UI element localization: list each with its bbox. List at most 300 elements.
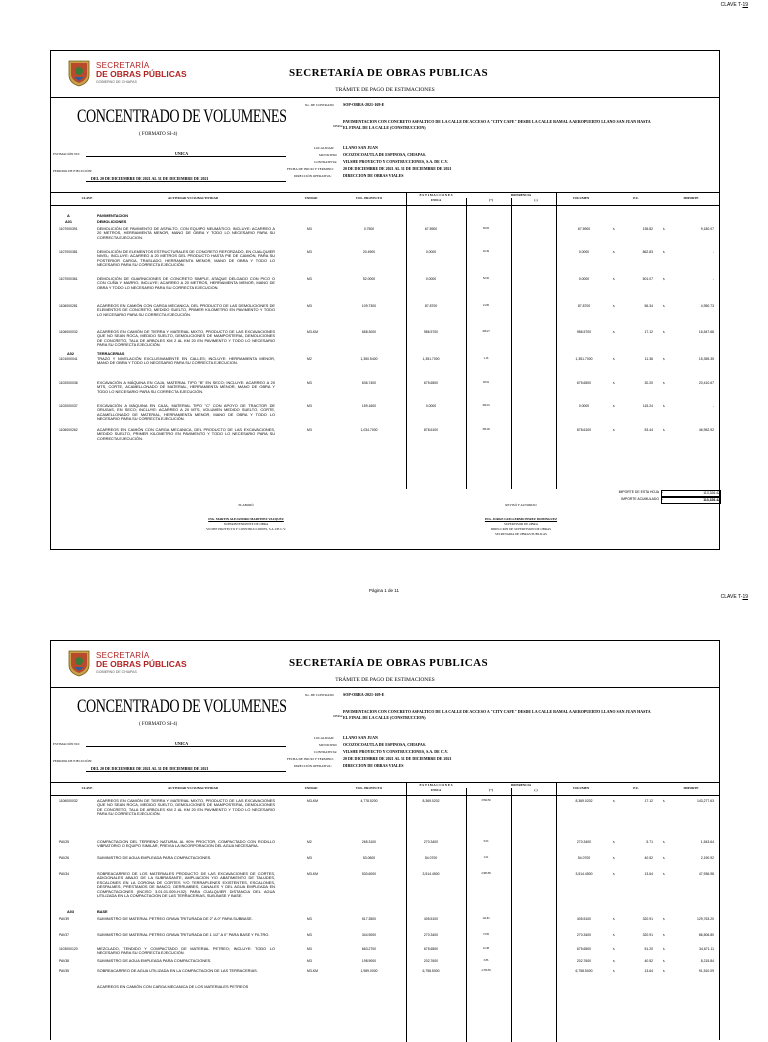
municipio-label: MUNICIPIO:	[319, 743, 338, 747]
dollar-sign: $	[663, 959, 665, 963]
row-importe: 143,277.63	[697, 799, 714, 803]
row-description: DEMOLICIÓN DE ELEMENTOS ESTRUCTURALES DE CONCRETO REFORZADO, EN CUALQUIER NIVEL; INCLUYE: ACARREO A 20 METROS DEL PRODUCTO HASTA PIE DE CAMIÓN, PARA SU POSTERIOR CARGA, TRASLADO, HERRAMIENTA MENOR, MANO DE OBRA Y TODO LO NECESARIO PARA SU CORRECTA EJECUCIÓN.	[97, 249, 275, 268]
row-pu: 51.20	[644, 947, 653, 951]
row-unica: 405.5100	[423, 917, 439, 921]
reviso-label: REVISÓ Y AUTORIZO	[505, 503, 537, 507]
section-id: A	[67, 214, 70, 218]
dollar-sign: $	[661, 490, 663, 494]
obra-value-2: EL FINAL DE LA CALLE (CONSTRUCCION)	[343, 715, 426, 720]
row-pu: 11.36	[644, 357, 653, 361]
row-clave: PAV38	[59, 959, 70, 963]
row-vol-proyecto: 159.1600	[361, 404, 377, 408]
row-unica: 67.5900	[424, 227, 438, 231]
row-pu: 501.07	[642, 277, 653, 281]
row-clave: PAV25	[59, 840, 70, 844]
section-id: A01	[65, 220, 72, 224]
col-importe: IMPORTE	[683, 196, 699, 200]
reviso-sec: SECRETARIA DE OBRAS PUBLICAS	[495, 532, 547, 536]
obra-label: OBRA:	[333, 714, 344, 718]
obra-value-1: PAVIMENTACION CON CONCRETO ASFALTICO DE LA CALLE DE ACCESO A "CITY CAFE" DESDE LA CALLE RAMAL A AEROPUERTO LLANO SAN JUAN HASTA	[343, 709, 651, 714]
dollar-sign: $	[613, 959, 615, 963]
row-clave: 1102000037	[59, 404, 78, 408]
row-diferencia: 159.16	[482, 404, 490, 407]
row-description: EXCAVACIÓN A MÁQUINA EN CAJA, MATERIAL TIPO "C" CON APOYO DE TRACTOR DE ORUGAS, EN SECO; INCLUYE: ACARREO A 20 MTS, VOLUMEN MEDIDO SUELTO, CORTE, ACAMELLONADO DE MATERIAL, HERRAMIENTA MENOR, MANO DE OBRA Y TODO LO NECESARIO PARA SU CORRECTA EJECUCIÓN.	[97, 403, 275, 422]
dollar-sign: $	[663, 840, 665, 844]
row-diferencia: 21.86	[483, 304, 489, 307]
dollar-sign: $	[613, 227, 615, 231]
row-clave: PAV34	[59, 872, 70, 876]
logo-line-1: SECRETARÍA	[96, 61, 150, 70]
localidad-value: LLANO SAN JUAN	[343, 735, 378, 740]
col-actividad: ACTIVIDAD Y/O SUBACTIVIDAD	[167, 196, 219, 200]
row-clave: PAV26	[59, 856, 70, 860]
elaboro-name: ING. MARTIN ALEJANDRO MARTINEZ VAZQUEZ	[208, 517, 284, 521]
row-clave: 1103000120	[59, 947, 78, 951]
row-pu: 5.71	[646, 840, 653, 844]
reviso-role: SUPERVISOR DE OBRA	[504, 522, 538, 526]
fecha-label: FECHA DE INICIO Y TERMINO:	[287, 757, 334, 761]
tramite-subtitle: TRÁMITE DE PAGO DE ESTIMACIONES	[335, 87, 435, 93]
dollar-sign: $	[613, 381, 615, 385]
row-clave: 1102000036	[59, 381, 78, 385]
row-diferencia: 1.16	[483, 357, 489, 360]
fecha-value: 20 DE DICIEMBRE DE 2021 AL 31 DE DICIEMBRE DE 2021	[343, 166, 452, 171]
contrato-value: SOP-OBRA-2021-169-E	[343, 692, 385, 697]
row-unidad: M3	[307, 250, 312, 254]
page-number: Página 1 de 11	[369, 588, 399, 593]
row-diferencia: 5.03	[483, 840, 489, 843]
row-importe: 91,510.09	[698, 969, 714, 973]
row-unica: 54.0700	[424, 856, 438, 860]
col-pos: (+)	[489, 788, 493, 792]
col-volumen: VOLUMEN	[572, 196, 590, 200]
contrato-label: No. DE CONTRATO:	[305, 103, 335, 107]
table-header	[51, 782, 719, 796]
sheet-header	[51, 641, 719, 688]
row-importe: 4,950.73	[700, 304, 714, 308]
row-volumen: 986.5700	[576, 330, 592, 334]
col-diferencia: DIFERENCIA	[510, 783, 532, 787]
row-description: DEMOLICIÓN DE PAVIMENTO DE ASFALTO, CON EQUIPO NEUMÁTICO; INCLUYE: ACARREO A 20 METROS, HERRAMIENTA MENOR, MANO DE OBRA Y TODO LO NECESARIO PARA SU CORRECTA EJECUCION.	[97, 226, 275, 240]
dollar-sign: $	[613, 330, 615, 334]
dollar-sign: $	[663, 304, 665, 308]
row-volumen: 54.0700	[577, 856, 591, 860]
periodo-value: DEL 20 DE DICIEMBRE DE 2021 AL 31 DE DICIEMBRE DE 2021	[91, 766, 209, 771]
col-unidad: UNIDAD	[304, 196, 318, 200]
contrato-label: No. DE CONTRATO:	[305, 693, 335, 697]
elaboro-label: ELABORÓ	[238, 503, 254, 507]
row-volumen: 270.3400	[576, 840, 592, 844]
municipio-value: OCOZOCOAUTLA DE ESPINOSA, CHIAPAS.	[343, 152, 426, 157]
dollar-sign: $	[663, 250, 665, 254]
row-unidad: M3-KM	[307, 799, 318, 803]
dollar-sign: $	[613, 947, 615, 951]
dollar-sign: $	[663, 933, 665, 937]
row-vol-proyecto: 53.0600	[362, 856, 376, 860]
row-pu: 13.64	[644, 969, 653, 973]
row-importe: 1,543.64	[700, 840, 714, 844]
row-unidad: M3	[307, 304, 312, 308]
col-unica: UNICA	[430, 788, 442, 792]
row-volumen: 3,514.4500	[575, 872, 593, 876]
row-importe: 16,547.68	[698, 330, 714, 334]
row-diferencia: 12.38	[483, 947, 489, 950]
row-unica: 675.6500	[423, 381, 439, 385]
row-vol-proyecto: 1,034.7000	[360, 428, 378, 432]
row-description: ACARREOS EN CAMIÓN CON CARGA MECANICA, DEL PRODUCTO DE LAS EXCAVACIONES, MEDIDO SUELTO, PRIMER KILOMETRO EN PAVIMENTO Y TODO LO NECESARIO PARA SU CORRECTA EJECUCIÓN.	[97, 427, 275, 441]
dollar-sign: $	[663, 381, 665, 385]
row-importe: 20,410.67	[698, 381, 714, 385]
row-importe: -	[712, 277, 714, 281]
row-unica: 1,351.7000	[422, 357, 440, 361]
row-unica: 0.0000	[425, 250, 437, 254]
col-pos: (+)	[489, 198, 493, 202]
elaboro-role: SUPERINTENDENTE DE OBRA	[223, 522, 269, 526]
row-unica: 270.3400	[423, 840, 439, 844]
dollar-sign: $	[613, 404, 615, 408]
tramite-subtitle: TRÁMITE DE PAGO DE ESTIMACIONES	[335, 677, 435, 683]
row-diferencia: 1.01	[483, 856, 489, 859]
col-neg: (-)	[534, 788, 538, 792]
row-description: SUMINISTRO DE MATERIAL PETREO GRAVA TRITURADA DE 2" A 0" PARA SUBBASE.	[97, 916, 253, 921]
row-pu: 135.82	[642, 227, 653, 231]
col-unidad: UNIDAD	[304, 786, 318, 790]
dollar-sign: $	[613, 304, 615, 308]
formato-label: ( FORMATO SI-4)	[139, 132, 178, 137]
estimacion-value: UNICA	[175, 151, 189, 156]
row-description: ACARREOS EN CAMIÓN DE TIERRA Y MATERIAL MIXTO, PRODUCTO DE LAS EXCAVACIONES QUE NO SEAN ROCA, MEDIDO SUELTO, DEMOLICIONES DE MAMPOSTERIA, DEMOLICIONES DE CONCRETO, TALA DE ARBOLES KM 2 AL KM 20 EN PAVIMENTO Y TODO LO NECESARIO PARA SU CORRECTA EJECUCIÓN.	[97, 798, 275, 817]
row-clave: 1101000041	[59, 357, 78, 361]
contratista-label: CONTRATISTA:	[314, 750, 338, 754]
row-vol-proyecto: 0.7500	[363, 227, 375, 231]
localidad-label: LOCALIDAD:	[314, 146, 335, 150]
row-unica: 8,369.0202	[422, 799, 440, 803]
row-vol-proyecto: 1,350.5400	[360, 357, 378, 361]
row-description: TRAZO Y NIVELACIÓN EXCLUSIVAMENTE EN CALLES; INCLUYE: HERRAMIENTA MENOR, MANO DE OBRA Y TODO LO NECESARIO PARA SU CORRECTA EJECUCION.	[97, 356, 275, 366]
row-description: ACARREOS EN CAMIÓN CON CARGA MECANICA DE LOS MATERIALES PETREOS	[97, 984, 249, 989]
estimacion-label: ESTIMACIÓN NO:	[53, 152, 80, 156]
dollar-sign: $	[661, 497, 663, 501]
municipio-value: OCOZOCOAUTLA DE ESPINOSA, CHIAPAS.	[343, 742, 426, 747]
col-actividad: ACTIVIDAD Y/O SUBACTIVIDAD	[167, 786, 219, 790]
elaboro-company: VILSHE PROYECTO Y CONSTRUCCIONES, S.A. DE C.V.	[206, 527, 286, 531]
row-volumen: 675.6500	[576, 947, 592, 951]
row-importe: 2,190.92	[700, 856, 714, 860]
row-clave: 1106000281	[59, 304, 78, 308]
row-diferencia: 328.27	[482, 330, 490, 333]
dollar-sign: $	[663, 428, 665, 432]
dollar-sign: $	[663, 799, 665, 803]
dollar-sign: $	[613, 840, 615, 844]
row-pu: 862.83	[642, 250, 653, 254]
row-importe: -	[712, 404, 714, 408]
row-volumen: 8,369.0202	[575, 799, 593, 803]
row-pu: 320.91	[642, 933, 653, 937]
sheet-header	[51, 51, 719, 98]
secretaria-title: SECRETARÍA DE OBRAS PUBLICAS	[289, 657, 488, 669]
row-diferencia: 74.56	[483, 933, 489, 936]
section-id: A02	[67, 352, 74, 356]
row-unica: 878.6100	[423, 428, 439, 432]
clave-number: 19	[742, 2, 748, 8]
col-vol-proyecto: VOL. PROYECTO	[355, 196, 383, 200]
row-vol-proyecto: 517.3500	[361, 917, 377, 921]
row-volumen: 878.6100	[576, 428, 592, 432]
row-description: MEZCLADO, TENDIDO Y COMPACTADO DE MATERIAL PETREO; INCLUYE: TODO LO NECESARIO PARA SU CORRECTA EJECUCIÓN.	[97, 946, 275, 956]
row-pu: 30.20	[644, 381, 653, 385]
row-vol-proyecto: 663.2700	[361, 947, 377, 951]
col-pu: P.U.	[633, 786, 639, 790]
sheet-page-2	[50, 640, 720, 1040]
dollar-sign: $	[613, 872, 615, 876]
dollar-sign: $	[613, 357, 615, 361]
col-volumen: VOLUMEN	[572, 786, 590, 790]
section-label: TERRACERIAS	[97, 352, 125, 356]
row-vol-proyecto: 530.6000	[361, 872, 377, 876]
logo-line-3: GOBIERNO DE CHIAPAS	[96, 669, 137, 674]
fecha-value: 20 DE DICIEMBRE DE 2021 AL 31 DE DICIEMBRE DE 2021	[343, 756, 452, 761]
dollar-sign: $	[663, 277, 665, 281]
clave-label	[721, 594, 748, 600]
col-importe: IMPORTE	[683, 786, 699, 790]
row-pu: 17.12	[644, 330, 653, 334]
row-description: SUMINISTRO DE MATERIAL PETREO GRAVA TRITURADA DE 1 1/2" A 0" PARA BASE Y FILTRO.	[97, 932, 270, 937]
row-clave: 1106000032	[59, 330, 78, 334]
logo-line-3: GOBIERNO DE CHIAPAS	[96, 79, 137, 84]
importe-hoja-label: IMPORTE DE ESTA HOJA	[618, 490, 659, 494]
row-clave: PAV39	[59, 917, 70, 921]
row-unidad: M3	[307, 856, 312, 860]
row-unica: 3,514.4500	[422, 872, 440, 876]
row-clave: 1107000391	[59, 227, 78, 231]
row-unidad: M3	[307, 428, 312, 432]
section-label: PAVIMENTACION	[97, 214, 129, 218]
row-description: ACARREOS EN CAMIÓN DE TIERRA Y MATERIAL MIXTO, PRODUCTO DE LAS EXCAVACIONES QUE NO SEAN ROCA, MEDIDO SUELTO, DEMOLICIONES DE MAMPOSTERIA, DEMOLICIONES DE CONCRETO, TALA DE ARBOLES KM 2 AL KM 20 EN PAVIMENTO Y TODO LO NECESARIO PARA SU CORRECTA EJECUCIÓN.	[97, 329, 275, 348]
logo-line-1: SECRETARÍA	[96, 651, 150, 660]
clave-number: 19	[742, 594, 748, 600]
obra-value-2: EL FINAL DE LA CALLE (CONSTRUCCION)	[343, 125, 426, 130]
row-unidad: M3	[307, 947, 312, 951]
direccion-label: DIRECCIÓN OPERATIVA:	[294, 174, 332, 178]
secretaria-title: SECRETARÍA DE OBRAS PUBLICAS	[289, 67, 488, 79]
direccion-value: DIRECCION DE OBRAS VIALES	[343, 173, 404, 178]
row-importe: 9,180.07	[700, 227, 714, 231]
logo	[66, 59, 187, 87]
row-clave: 1106000262	[59, 428, 78, 432]
row-diferencia: 52.00	[483, 277, 489, 280]
row-diferencia: 3.86	[483, 959, 489, 962]
dollar-sign: $	[613, 856, 615, 860]
periodo-label: PERIODO DE EJECUCIÓN:	[53, 169, 93, 173]
row-unica: 202.7600	[423, 959, 439, 963]
importe-hoja-value: 113,326.42	[661, 490, 721, 497]
contrato-value: SOP-OBRA-2021-169-E	[343, 102, 385, 107]
dollar-sign: $	[663, 917, 665, 921]
row-description: SUMINISTRO DE AGUA EMPLEADA PARA COMPACTACIONES.	[97, 958, 212, 963]
logo-line-2: DE OBRAS PÚBLICAS	[96, 659, 187, 669]
row-clave: 1107000361	[59, 277, 78, 281]
row-diferencia: 2,983.85	[481, 872, 491, 875]
row-diferencia: 4,769.50	[481, 969, 491, 972]
logo-line-2: DE OBRAS PÚBLICAS	[96, 69, 187, 79]
row-unica: 675.6500	[423, 947, 439, 951]
row-description: DEMOLICIÓN DE GUARNICIONES DE CONCRETO SIMPLE, ATAQUE DELGADO CON PICO O CON CUÑA Y MARRO; INCLUYE: ACARREO A 20 METROS, HERRAMIENTA MENOR, MANO DE OBRA Y TODO LO NECESARIO PARA SU CORRECTA EJECUCION.	[97, 276, 275, 290]
row-unica: 270.3400	[423, 933, 439, 937]
row-unidad: M3-KM	[307, 872, 318, 876]
row-importe: 34,671.11	[699, 947, 714, 951]
row-importe: 129,763.20	[697, 917, 714, 921]
row-pu: 40.52	[644, 856, 653, 860]
row-description: EXCAVACIÓN A MÁQUINA EN CAJA, MATERIAL TIPO "B" EN SECO; INCLUYE: ACARREO A 20 MTS, CORTE, ACAMELLONADO DE MATERIAL, HERRAMIENTA MENOR, MANO DE OBRA Y TODO LO NECESARIO PARA SU CORRECTA EJECUCIÓN.	[97, 380, 275, 394]
dollar-sign: $	[663, 947, 665, 951]
dollar-sign: $	[663, 872, 665, 876]
logo	[66, 649, 187, 677]
row-pu: 17.12	[644, 799, 653, 803]
row-diferencia: 3,590.50	[481, 799, 491, 802]
row-pu: 320.91	[642, 917, 653, 921]
dollar-sign: $	[613, 277, 615, 281]
col-pu: P.U.	[633, 196, 639, 200]
row-diferencia: 20.49	[483, 250, 489, 253]
fecha-label: FECHA DE INICIO Y TERMINO:	[287, 167, 334, 171]
row-vol-proyecto: 658.3000	[361, 330, 377, 334]
row-diferencia: 111.84	[482, 917, 490, 920]
row-unidad: M3	[307, 917, 312, 921]
doc-info	[51, 688, 719, 783]
row-unidad: M3-KM	[307, 969, 318, 973]
doc-info	[51, 98, 719, 193]
row-pu: 53.44	[644, 428, 653, 432]
row-volumen: 0.0000	[578, 250, 590, 254]
dollar-sign: $	[613, 969, 615, 973]
col-neg: (-)	[534, 198, 538, 202]
obra-label: OBRA:	[333, 124, 344, 128]
col-unica: UNICA	[430, 198, 442, 202]
dollar-sign: $	[663, 856, 665, 860]
row-importe: 15,355.35	[698, 357, 714, 361]
row-volumen: 270.3400	[576, 933, 592, 937]
row-pu: 40.52	[644, 959, 653, 963]
row-unidad: M2	[307, 357, 312, 361]
col-vol-proyecto: VOL. PROYECTO	[355, 786, 383, 790]
row-description: ACARREOS EN CAMIÓN CON CARGA MECANICA, DEL PRODUCTO DE LAS DEMOLICIONES DE ELEMENTOS DE CONCRETO, MEDIDO SUELTO, PRIMER KILOMETRO EN PAVIMENTO Y TODO LO NECESARIO PARA SU CORRECTA EJECUCIÓN.	[97, 303, 275, 317]
row-importe: -	[712, 250, 714, 254]
row-vol-proyecto: 4,778.5200	[360, 799, 378, 803]
dollar-sign: $	[663, 969, 665, 973]
formato-label: ( FORMATO SI-4)	[139, 722, 178, 727]
row-vol-proyecto: 265.3100	[361, 840, 377, 844]
importe-acum-value: 113,326.42	[661, 497, 721, 504]
row-pu: 13.64	[644, 872, 653, 876]
row-importe: 47,936.98	[698, 872, 714, 876]
row-unidad: M3	[307, 277, 312, 281]
row-clave: PAV37	[59, 933, 70, 937]
row-vol-proyecto: 1,989.0000	[360, 969, 378, 973]
reviso-dept: DIRECCION DE SUPERVISION DE OBRAS	[490, 527, 552, 531]
row-vol-proyecto: 636.7400	[361, 381, 377, 385]
row-unidad: M3	[307, 933, 312, 937]
row-unidad: M3	[307, 959, 312, 963]
municipio-label: MUNICIPIO:	[319, 153, 338, 157]
row-diferencia: 38.91	[483, 381, 489, 384]
estimacion-value: UNICA	[175, 741, 189, 746]
row-pu: 115.24	[642, 404, 653, 408]
row-volumen: 675.6500	[576, 381, 592, 385]
row-vol-proyecto: 109.7300	[361, 304, 377, 308]
col-estimaciones: E S T I M A C I O N E S	[419, 783, 453, 787]
row-pu: 56.34	[644, 304, 653, 308]
row-diferencia: 156.09	[482, 428, 490, 431]
row-volumen: 0.0000	[578, 404, 590, 408]
row-unica: 0.0000	[425, 277, 437, 281]
reviso-name: ING. JORGE GUILLERMO PEREZ DOMINGUEZ	[484, 517, 558, 521]
section-label: DEMOLICIONES	[97, 220, 127, 224]
row-volumen: 1,351.7000	[575, 357, 593, 361]
contratista-label: CONTRATISTA:	[314, 160, 338, 164]
row-unidad: M3	[307, 227, 312, 231]
sheet-page-1	[50, 50, 720, 550]
col-clave: CLAVE	[81, 196, 93, 200]
row-unidad: M3	[307, 404, 312, 408]
clave-text: CLAVE T-	[720, 594, 743, 600]
table-header	[51, 192, 719, 206]
dollar-sign: $	[613, 799, 615, 803]
row-vol-proyecto: 198.9000	[361, 959, 377, 963]
row-description: SOBREACARREO DE LOS MATERIALES PRODUCTO DE LAS EXCAVACIONES DE CORTES, ADICIONALES ABAJO DE LA SUBRASANTE, AMPLIACION Y/O ABATIMIENTO DE TALUDES, ESCALONES EN LA CORONA DE CORTES Y/O TERRAPLENES EXISTENTES, ESCALONES, DESPALMES, PRESTAMOS DE BANCO, DERRUMBES, CANALES Y DEL AGUA EMPLEADA EN COMPACTACIONES (INCISO 3.01.01.009-H.02) PARA CUALQUIER DISTANCIA DEL AGUA UTILIZADA EN LA COMPACTACION DE LAS TERRACERIAS, SUB-BASE Y BASE.	[97, 871, 275, 899]
col-estimaciones: E S T I M A C I O N E S	[419, 193, 453, 197]
localidad-value: LLANO SAN JUAN	[343, 145, 378, 150]
coat-of-arms-icon	[66, 649, 92, 677]
row-importe: 86,506.80	[698, 933, 714, 937]
concentrado-title: CONCENTRADO DE VOLUMENES	[77, 696, 287, 717]
row-volumen: 0.0000	[578, 277, 590, 281]
coat-of-arms-icon	[66, 59, 92, 87]
row-unica: 87.8700	[424, 304, 438, 308]
clave-text: CLAVE T-	[720, 2, 743, 8]
row-unica: 6,758.5000	[422, 969, 440, 973]
row-unica: 986.5700	[423, 330, 439, 334]
row-importe: 46,952.92	[698, 428, 714, 432]
concentrado-title: CONCENTRADO DE VOLUMENES	[77, 106, 287, 127]
dollar-sign: $	[663, 227, 665, 231]
row-volumen: 202.7600	[576, 959, 592, 963]
dollar-sign: $	[663, 357, 665, 361]
estimacion-label: ESTIMACIÓN NO:	[53, 742, 80, 746]
contratista-value: VILSHE PROYECTO Y CONSTRUCCIONES, S.A. DE C.V.	[343, 749, 449, 754]
direccion-value: DIRECCION DE OBRAS VIALES	[343, 763, 404, 768]
row-description: SUMINISTRO DE AGUA EMPLEADA PARA COMPACTACIONES.	[97, 855, 212, 860]
row-unidad: M3	[307, 381, 312, 385]
col-clave: CLAVE	[81, 786, 93, 790]
row-importe: 8,215.84	[700, 959, 714, 963]
clave-label	[721, 2, 748, 8]
col-diferencia: DIFERENCIA	[510, 193, 532, 197]
row-vol-proyecto: 20.4900	[362, 250, 376, 254]
row-unidad: M3-KM	[307, 330, 318, 334]
row-diferencia: 66.84	[483, 227, 489, 230]
row-volumen: 87.8700	[577, 304, 591, 308]
obra-value-1: PAVIMENTACION CON CONCRETO ASFALTICO DE LA CALLE DE ACCESO A "CITY CAFE" DESDE LA CALLE RAMAL A AEROPUERTO LLANO SAN JUAN HASTA	[343, 119, 651, 124]
importe-acum-label: IMPORTE ACUMULADO	[621, 497, 659, 501]
row-clave: 1106000032	[59, 799, 78, 803]
row-unica: 0.0000	[425, 404, 437, 408]
periodo-label: PERIODO DE EJECUCIÓN:	[53, 759, 93, 763]
section-label: BASE	[97, 910, 108, 914]
periodo-value: DEL 20 DE DICIEMBRE DE 2021 AL 31 DE DICIEMBRE DE 2021	[91, 176, 209, 181]
dollar-sign: $	[613, 917, 615, 921]
row-description: SOBREACARREO DE AGUA UTILIZADA EN LA COMPACTACION DE LAS TERRACERIAS.	[97, 968, 258, 973]
direccion-label: DIRECCIÓN OPERATIVA:	[294, 764, 332, 768]
